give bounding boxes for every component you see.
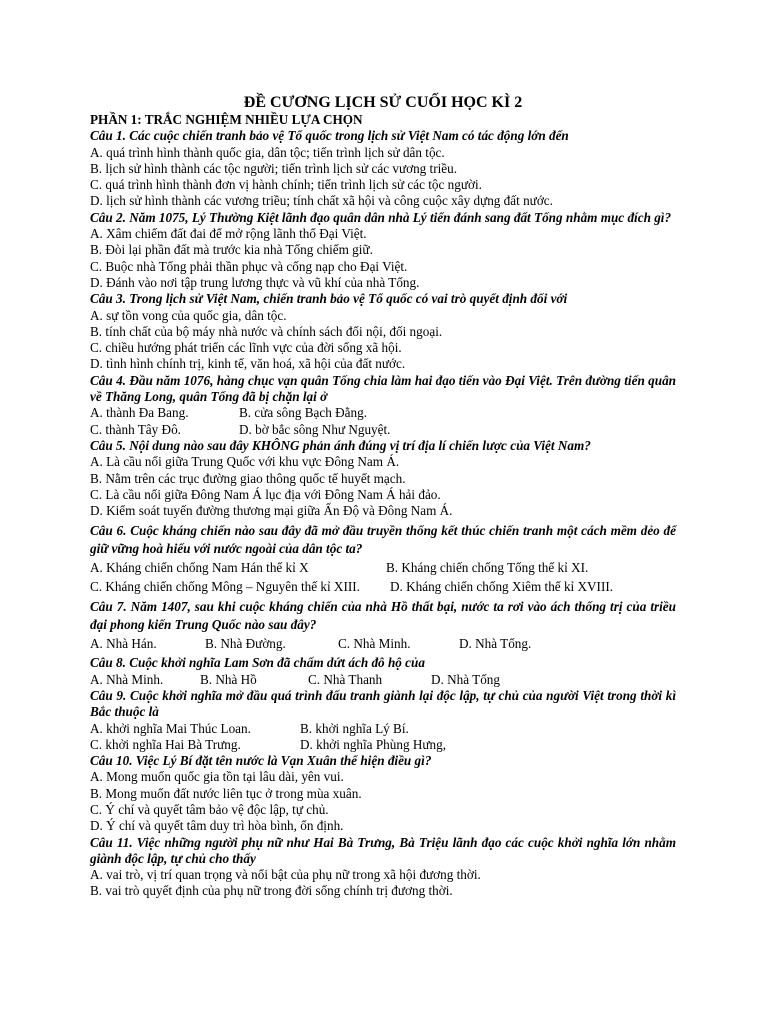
- answer-row: [90, 405, 676, 421]
- question-text: Câu 6. Cuộc kháng chiến nào sau đây đã mở đầu truyền thống kết thúc chiến tranh một cách mềm dẻo để giữ vững hoà hiếu với nước ngoài của dân tộc ta?: [90, 523, 676, 557]
- answer-option: C. Là cầu nối giữa Đông Nam Á lục địa với Đông Nam Á hải đảo.: [90, 486, 441, 502]
- question-text: Câu 10. Việc Lý Bí đặt tên nước là Vạn Xuân thể hiện điều gì?: [90, 753, 432, 769]
- question-block: [90, 438, 676, 519]
- answer-option: A. khởi nghĩa Mai Thúc Loan.: [90, 720, 251, 736]
- answer-option: B. tính chất của bộ máy nhà nước và chính sách đối nội, đối ngoại.: [90, 323, 443, 339]
- question-block: [90, 835, 676, 900]
- answer-option: C. Kháng chiến chống Mông – Nguyên thế kỉ XIII.: [90, 578, 360, 594]
- question-text: Câu 8. Cuộc khởi nghĩa Lam Sơn đã chấm dứt ách đô hộ của: [90, 655, 425, 671]
- answer-option: A. Là cầu nối giữa Trung Quốc với khu vực Đông Nam Á.: [90, 454, 400, 470]
- question-text: Câu 9. Cuộc khởi nghĩa mở đầu quá trình đấu tranh giành lại độc lập, tự chủ của người Việt trong thời kì Bắc thuộc là: [90, 687, 676, 720]
- answer-option: D. tình hình chính trị, kinh tế, văn hoá, xã hội của đất nước.: [90, 356, 406, 372]
- answer-option: B. Kháng chiến chống Tống thế kỉ XI.: [386, 560, 589, 576]
- question-block: [90, 373, 676, 438]
- answer-row: [90, 737, 676, 753]
- answer-option: C. Nhà Minh.: [338, 636, 411, 652]
- answer-row: [90, 636, 676, 652]
- answer-option: B. Mong muốn đất nước liên tục ở trong mùa xuân.: [90, 785, 362, 801]
- answer-option: D. lịch sử hình thành các vương triều; tính chất xã hội và công cuộc xây dựng đất nước.: [90, 193, 553, 209]
- answer-option: D. bờ bắc sông Như Nguyệt.: [239, 421, 391, 437]
- answer-option: A. vai trò, vị trí quan trọng và nổi bật của phụ nữ trong xã hội đương thời.: [90, 867, 481, 883]
- answer-row: [90, 721, 676, 737]
- answer-row: [90, 579, 676, 595]
- answer-option: D. Kháng chiến chống Xiêm thế kỉ XVIII.: [390, 578, 614, 594]
- question-text: Câu 11. Việc những người phụ nữ như Hai Bà Trưng, Bà Triệu lãnh đạo các cuộc khởi nghĩa lớn nhằm giành độc lập, tự chủ cho thấy: [90, 834, 676, 866]
- question-text: Câu 3. Trong lịch sử Việt Nam, chiến tranh bảo vệ Tổ quốc có vai trò quyết định đối với: [90, 291, 568, 307]
- answer-row: [90, 672, 676, 688]
- answer-option: B. Nhà Hồ: [200, 671, 257, 687]
- answer-option: D. Kiểm soát tuyến đường thương mại giữa Ấn Độ và Đông Nam Á.: [90, 503, 453, 519]
- answer-option: B. khởi nghĩa Lý Bí.: [300, 720, 409, 736]
- answer-option: B. Đòi lại phần đất mà trước kia nhà Tống chiếm giữ.: [90, 242, 373, 258]
- answer-row: [90, 422, 676, 438]
- answer-option: D. Nhà Tống.: [459, 636, 532, 652]
- answer-option: D. Đánh vào nơi tập trung lương thực và vũ khí của nhà Tống.: [90, 274, 420, 290]
- question-text: Câu 2. Năm 1075, Lý Thường Kiệt lãnh đạo quân dân nhà Lý tiến đánh sang đất Tống nhằm mục đích gì?: [90, 209, 672, 225]
- answer-option: D. Ý chí và quyết tâm duy trì hòa bình, ổn định.: [90, 818, 344, 834]
- answer-option: A. Kháng chiến chống Nam Hán thế kỉ X: [90, 560, 309, 576]
- answer-option: A. Nhà Minh.: [90, 671, 164, 687]
- answer-option: A. quá trình hình thành quốc gia, dân tộc; tiến trình lịch sử dân tộc.: [90, 144, 445, 160]
- answer-row: [90, 560, 676, 576]
- answer-option: B. vai trò quyết định của phụ nữ trong đời sống chính trị đương thời.: [90, 883, 453, 899]
- answer-option: B. cửa sông Bạch Đằng.: [239, 405, 368, 421]
- answer-option: D. khởi nghĩa Phùng Hưng,: [300, 736, 446, 752]
- document-page: [90, 94, 676, 900]
- question-text: Câu 1. Các cuộc chiến tranh bảo vệ Tổ quốc trong lịch sử Việt Nam có tác động lớn đến: [90, 128, 569, 144]
- question-text: Câu 4. Đầu năm 1076, hàng chục vạn quân Tống chia làm hai đạo tiến vào Đại Việt. Trên đường tiến quân về Thăng Long, quân Tống đã bị chặn lại ở: [90, 372, 676, 405]
- answer-option: C. khởi nghĩa Hai Bà Trưng.: [90, 736, 241, 752]
- question-block: [90, 522, 676, 595]
- answer-option: C. thành Tây Đô.: [90, 421, 181, 437]
- question-block: [90, 128, 676, 209]
- answer-option: A. sự tồn vong của quốc gia, dân tộc.: [90, 307, 287, 323]
- answer-option: B. lịch sử hình thành các tộc người; tiến trình lịch sử các vương triều.: [90, 160, 458, 176]
- question-block: [90, 598, 676, 652]
- question-text: Câu 5. Nội dung nào sau đây KHÔNG phản ánh đúng vị trí địa lí chiến lược của Việt Nam?: [90, 437, 591, 453]
- question-block: [90, 655, 676, 688]
- answer-option: C. quá trình hình thành đơn vị hành chính; tiến trình lịch sử các tộc người.: [90, 177, 482, 193]
- question-block: [90, 210, 676, 291]
- answer-option: A. Xâm chiếm đất đai để mở rộng lãnh thổ Đại Việt.: [90, 226, 367, 242]
- question-block: [90, 688, 676, 753]
- answer-option: C. Nhà Thanh: [308, 671, 383, 687]
- answer-option: C. chiều hướng phát triển các lĩnh vực của đời sống xã hội.: [90, 340, 402, 356]
- answer-option: A. thành Đa Bang.: [90, 405, 189, 421]
- answer-option: D. Nhà Tống: [431, 671, 500, 687]
- document-title: ĐỀ CƯƠNG LỊCH SỬ CUỐI HỌC KÌ 2: [243, 94, 523, 111]
- question-block: [90, 753, 676, 834]
- answer-option: B. Nằm trên các trục đường giao thông quốc tế huyết mạch.: [90, 470, 406, 486]
- answer-option: A. Mong muốn quốc gia tồn tại lâu dài, yên vui.: [90, 769, 344, 785]
- question-block: [90, 291, 676, 372]
- answer-option: B. Nhà Đường.: [205, 636, 286, 652]
- answer-option: C. Ý chí và quyết tâm bảo vệ độc lập, tự chủ.: [90, 801, 329, 817]
- question-text: Câu 7. Năm 1407, sau khi cuộc kháng chiến của nhà Hồ thất bại, nước ta rơi vào ách thống trị của triều đại phong kiến Trung Quốc nào sau đây?: [90, 599, 676, 633]
- answer-option: C. Buộc nhà Tống phải thần phục và cống nạp cho Đại Việt.: [90, 258, 408, 274]
- answer-option: A. Nhà Hán.: [90, 636, 157, 652]
- part-heading: PHẦN 1: TRẮC NGHIỆM NHIỀU LỰA CHỌN: [90, 112, 363, 127]
